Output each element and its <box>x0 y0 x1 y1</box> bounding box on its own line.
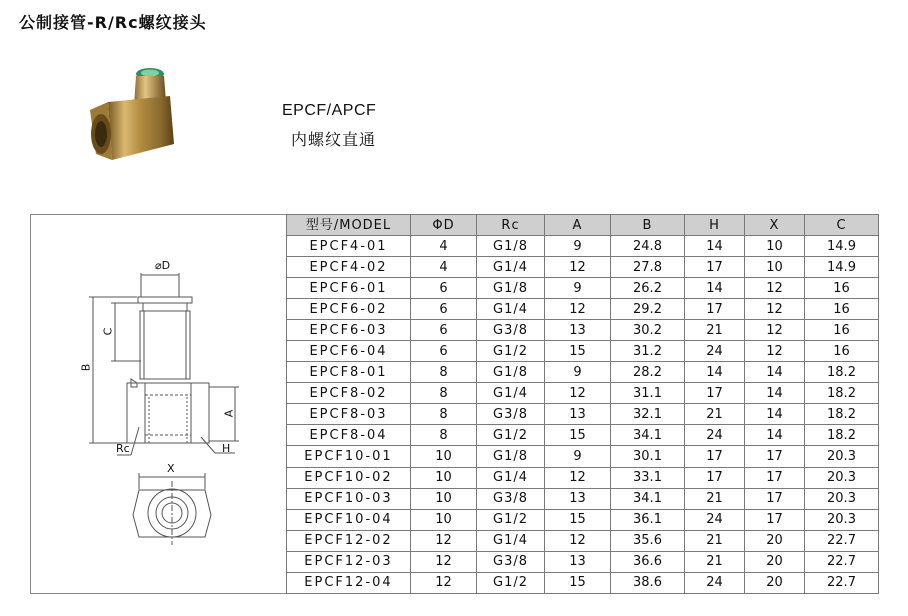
cell-phi-d: 6 <box>411 299 477 320</box>
cell-x: 17 <box>745 488 805 509</box>
cell-rc: G1/4 <box>477 299 545 320</box>
cell-b: 34.1 <box>611 488 685 509</box>
cell-h: 24 <box>685 341 745 362</box>
cell-model: EPCF8-03 <box>287 404 411 425</box>
a-label: A <box>222 409 236 418</box>
cell-model: EPCF4-02 <box>287 257 411 278</box>
cell-x: 12 <box>745 278 805 299</box>
technical-drawing <box>30 214 287 594</box>
cell-x: 17 <box>745 446 805 467</box>
cell-phi-d: 8 <box>411 383 477 404</box>
cell-c: 22.7 <box>805 551 879 572</box>
cell-a: 12 <box>545 383 611 404</box>
header-b: B <box>611 215 685 236</box>
cell-phi-d: 8 <box>411 362 477 383</box>
table-row <box>287 278 879 299</box>
cell-rc: G1/8 <box>477 362 545 383</box>
cell-c: 18.2 <box>805 362 879 383</box>
table-row <box>287 404 879 425</box>
table-row <box>287 236 879 257</box>
cell-h: 14 <box>685 362 745 383</box>
b-label: B <box>79 363 93 372</box>
cell-b: 36.6 <box>611 551 685 572</box>
cell-h: 17 <box>685 257 745 278</box>
cell-x: 20 <box>745 572 805 593</box>
table-row <box>287 383 879 404</box>
cell-phi-d: 8 <box>411 425 477 446</box>
phi-d-label: ⌀D <box>155 259 171 272</box>
table-row <box>287 551 879 572</box>
table-header-row <box>287 215 879 236</box>
cell-x: 17 <box>745 467 805 488</box>
cell-h: 21 <box>685 488 745 509</box>
cell-b: 30.2 <box>611 320 685 341</box>
page-title: 公制接管-R/Rc螺纹接头 <box>19 13 207 32</box>
x-label: X <box>167 462 175 475</box>
cell-phi-d: 10 <box>411 509 477 530</box>
cell-b: 36.1 <box>611 509 685 530</box>
cell-phi-d: 6 <box>411 341 477 362</box>
spec-table <box>286 214 879 594</box>
cell-c: 16 <box>805 278 879 299</box>
cell-x: 14 <box>745 362 805 383</box>
cell-b: 33.1 <box>611 467 685 488</box>
cell-phi-d: 10 <box>411 467 477 488</box>
header-rc: Rc <box>477 215 545 236</box>
cell-model: EPCF10-04 <box>287 509 411 530</box>
cell-model: EPCF8-04 <box>287 425 411 446</box>
rc-label: Rc <box>116 442 130 455</box>
cell-h: 21 <box>685 320 745 341</box>
cell-a: 9 <box>545 446 611 467</box>
cell-phi-d: 6 <box>411 278 477 299</box>
cell-a: 9 <box>545 362 611 383</box>
cell-x: 10 <box>745 257 805 278</box>
cell-rc: G1/4 <box>477 257 545 278</box>
cell-h: 21 <box>685 404 745 425</box>
cell-x: 10 <box>745 236 805 257</box>
cell-model: EPCF6-02 <box>287 299 411 320</box>
table-row <box>287 572 879 593</box>
cell-h: 17 <box>685 446 745 467</box>
table-row <box>287 488 879 509</box>
cell-phi-d: 4 <box>411 257 477 278</box>
cell-rc: G3/8 <box>477 404 545 425</box>
cell-b: 31.1 <box>611 383 685 404</box>
cell-a: 13 <box>545 404 611 425</box>
cell-x: 12 <box>745 320 805 341</box>
cell-rc: G3/8 <box>477 320 545 341</box>
cell-a: 13 <box>545 488 611 509</box>
cell-c: 20.3 <box>805 488 879 509</box>
cell-b: 32.1 <box>611 404 685 425</box>
cell-b: 35.6 <box>611 530 685 551</box>
cell-x: 20 <box>745 551 805 572</box>
cell-x: 20 <box>745 530 805 551</box>
table-row <box>287 362 879 383</box>
cell-b: 38.6 <box>611 572 685 593</box>
header-c: C <box>805 215 879 236</box>
cell-c: 18.2 <box>805 404 879 425</box>
table-row <box>287 530 879 551</box>
cell-c: 14.9 <box>805 236 879 257</box>
cell-b: 24.8 <box>611 236 685 257</box>
cell-model: EPCF8-02 <box>287 383 411 404</box>
header-phi-d: ΦD <box>411 215 477 236</box>
cell-h: 21 <box>685 551 745 572</box>
drawing-svg <box>31 215 288 595</box>
cell-c: 18.2 <box>805 383 879 404</box>
cell-h: 17 <box>685 299 745 320</box>
cell-phi-d: 12 <box>411 572 477 593</box>
cell-model: EPCF8-01 <box>287 362 411 383</box>
cell-b: 34.1 <box>611 425 685 446</box>
table-body <box>287 236 879 594</box>
header-a: A <box>545 215 611 236</box>
cell-a: 12 <box>545 299 611 320</box>
cell-h: 24 <box>685 425 745 446</box>
cell-h: 17 <box>685 383 745 404</box>
cell-c: 20.3 <box>805 509 879 530</box>
cell-phi-d: 12 <box>411 551 477 572</box>
cell-h: 21 <box>685 530 745 551</box>
cell-rc: G1/8 <box>477 236 545 257</box>
cell-x: 17 <box>745 509 805 530</box>
table-row <box>287 467 879 488</box>
cell-rc: G1/2 <box>477 425 545 446</box>
cell-rc: G1/4 <box>477 530 545 551</box>
cell-model: EPCF4-01 <box>287 236 411 257</box>
cell-rc: G1/2 <box>477 572 545 593</box>
cell-a: 15 <box>545 425 611 446</box>
cell-rc: G1/2 <box>477 341 545 362</box>
cell-a: 15 <box>545 341 611 362</box>
cell-c: 16 <box>805 341 879 362</box>
cell-b: 28.2 <box>611 362 685 383</box>
cell-a: 12 <box>545 467 611 488</box>
product-photo <box>78 62 178 172</box>
cell-c: 20.3 <box>805 446 879 467</box>
cell-phi-d: 10 <box>411 446 477 467</box>
cell-phi-d: 4 <box>411 236 477 257</box>
table-row <box>287 446 879 467</box>
table-row <box>287 320 879 341</box>
cell-phi-d: 6 <box>411 320 477 341</box>
cell-c: 20.3 <box>805 467 879 488</box>
cell-model: EPCF10-01 <box>287 446 411 467</box>
cell-a: 15 <box>545 572 611 593</box>
cell-b: 31.2 <box>611 341 685 362</box>
cell-model: EPCF6-01 <box>287 278 411 299</box>
cell-b: 27.8 <box>611 257 685 278</box>
cell-a: 15 <box>545 509 611 530</box>
cell-c: 16 <box>805 299 879 320</box>
cell-a: 13 <box>545 551 611 572</box>
cell-rc: G1/4 <box>477 467 545 488</box>
cell-a: 9 <box>545 236 611 257</box>
cell-b: 26.2 <box>611 278 685 299</box>
cell-x: 12 <box>745 299 805 320</box>
cell-x: 14 <box>745 383 805 404</box>
cell-rc: G3/8 <box>477 551 545 572</box>
cell-c: 16 <box>805 320 879 341</box>
cell-c: 22.7 <box>805 530 879 551</box>
cell-a: 12 <box>545 257 611 278</box>
cell-model: EPCF10-03 <box>287 488 411 509</box>
header-x: X <box>745 215 805 236</box>
table-row <box>287 341 879 362</box>
cell-a: 13 <box>545 320 611 341</box>
product-description: 内螺纹直通 <box>291 130 377 149</box>
cell-model: EPCF10-02 <box>287 467 411 488</box>
cell-h: 24 <box>685 572 745 593</box>
cell-rc: G1/4 <box>477 383 545 404</box>
cell-rc: G1/8 <box>477 278 545 299</box>
cell-x: 14 <box>745 404 805 425</box>
cell-h: 24 <box>685 509 745 530</box>
cell-phi-d: 12 <box>411 530 477 551</box>
cell-phi-d: 10 <box>411 488 477 509</box>
cell-h: 14 <box>685 236 745 257</box>
cell-model: EPCF6-03 <box>287 320 411 341</box>
cell-model: EPCF12-02 <box>287 530 411 551</box>
cell-a: 12 <box>545 530 611 551</box>
table-row <box>287 299 879 320</box>
header-model: 型号/MODEL <box>287 215 411 236</box>
table-row <box>287 425 879 446</box>
cell-b: 30.1 <box>611 446 685 467</box>
cell-h: 17 <box>685 467 745 488</box>
cell-x: 12 <box>745 341 805 362</box>
cell-c: 22.7 <box>805 572 879 593</box>
cell-b: 29.2 <box>611 299 685 320</box>
cell-h: 14 <box>685 278 745 299</box>
cell-c: 14.9 <box>805 257 879 278</box>
table-row <box>287 509 879 530</box>
cell-phi-d: 8 <box>411 404 477 425</box>
header-h: H <box>685 215 745 236</box>
cell-model: EPCF12-04 <box>287 572 411 593</box>
cell-c: 18.2 <box>805 425 879 446</box>
c-label: C <box>101 327 115 336</box>
table-row <box>287 257 879 278</box>
product-code: EPCF/APCF <box>282 102 377 119</box>
cell-rc: G3/8 <box>477 488 545 509</box>
cell-model: EPCF6-04 <box>287 341 411 362</box>
cell-rc: G1/2 <box>477 509 545 530</box>
cell-model: EPCF12-03 <box>287 551 411 572</box>
cell-x: 14 <box>745 425 805 446</box>
cell-a: 9 <box>545 278 611 299</box>
h-label: H <box>222 442 231 455</box>
cell-rc: G1/8 <box>477 446 545 467</box>
